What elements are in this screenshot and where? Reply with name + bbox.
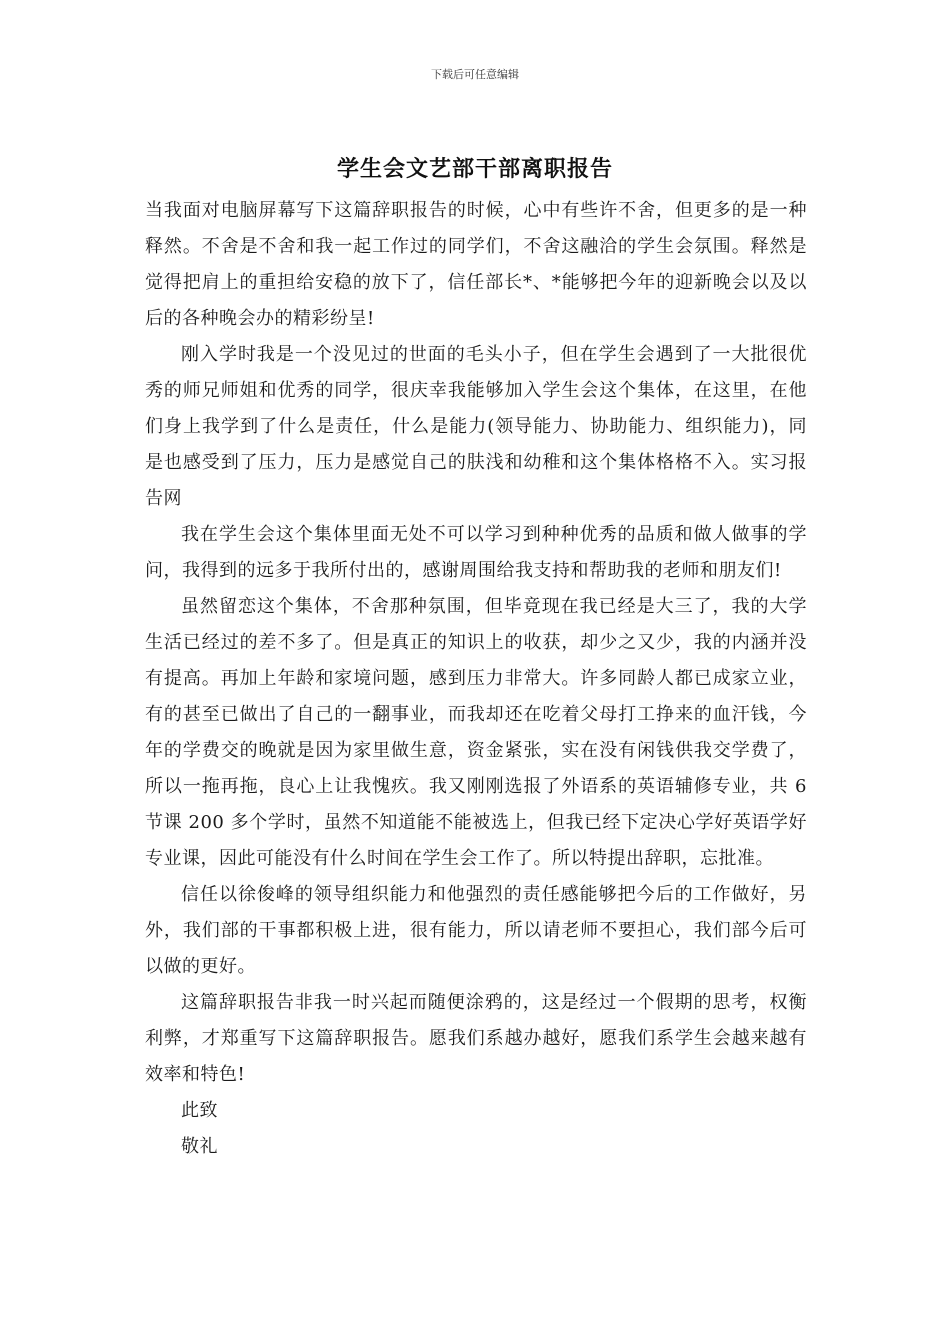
paragraph-4: 虽然留恋这个集体，不舍那种氛围，但毕竟现在我已经是大三了，我的大学生活已经过的差不多了。但是真正的知识上的收获，却少之又少，我的内涵并没有提高。再加上年龄和家境问题，感到压力非常大。许多同龄人都已成家立业，有的甚至已做出了自己的一翻事业，而我却还在吃着父母打工挣来的血汗钱，今年的学费交的晚就是因为家里做生意，资金紧张，实在没有闲钱供我交学费了，所以一拖再拖，良心上让我愧疚。我又刚刚选报了外语系的英语辅修专业，共 6 节课 200 多个学时，虽然不知道能不能被选上，但我已经下定决心学好英语学好专业课，因此可能没有什么时间在学生会工作了。所以特提出辞职，忘批准。 (145, 596, 807, 869)
paragraph-2: 刚入学时我是一个没见过的世面的毛头小子，但在学生会遇到了一大批很优秀的师兄师姐和优秀的同学，很庆幸我能够加入学生会这个集体，在这里，在他们身上我学到了什么是责任，什么是能力(领导能力、协助能力、组织能力)，同是也感受到了压力，压力是感觉自己的肤浅和幼稚和这个集体格格不入。实习报告网 (145, 344, 807, 509)
closing-salutation: 此致 (181, 1100, 218, 1121)
paragraph-6: 这篇辞职报告非我一时兴起而随便涂鸦的，这是经过一个假期的思考，权衡利弊，才郑重写下这篇辞职报告。愿我们系越办越好，愿我们系学生会越来越有效率和特色! (145, 992, 807, 1085)
paragraph-3: 我在学生会这个集体里面无处不可以学习到种种优秀的品质和做人做事的学问，我得到的远多于我所付出的，感谢周围给我支持和帮助我的老师和朋友们! (145, 524, 807, 581)
closing-regards: 敬礼 (181, 1136, 218, 1157)
document-title: 学生会文艺部干部离职报告 (336, 157, 613, 182)
paragraph-1: 当我面对电脑屏幕写下这篇辞职报告的时候，心中有些许不舍，但更多的是一种释然。不舍是不舍和我一起工作过的同学们，不舍这融洽的学生会氛围。释然是觉得把肩上的重担给安稳的放下了，信任部长*、*能够把今年的迎新晚会以及以后的各种晚会办的精彩纷呈! (145, 200, 807, 329)
document-body (145, 193, 807, 1165)
header-note: 下载后可任意编辑 (431, 68, 519, 81)
paragraph-5: 信任以徐俊峰的领导组织能力和他强烈的责任感能够把今后的工作做好，另外，我们部的干事都积极上进，很有能力，所以请老师不要担心，我们部今后可以做的更好。 (145, 884, 807, 977)
